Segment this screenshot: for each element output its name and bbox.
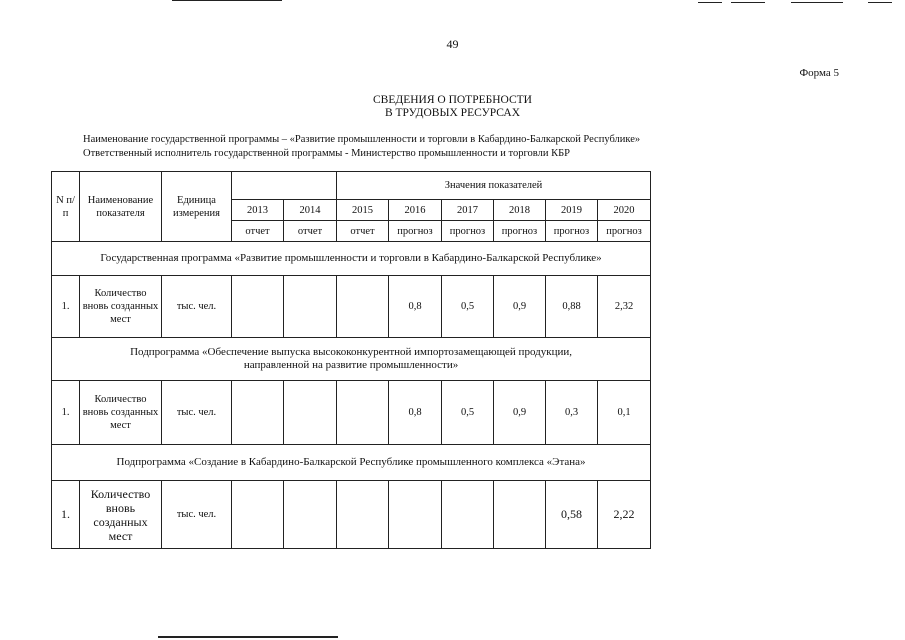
value-2015 [337,381,389,445]
page-number: 49 [446,37,459,51]
table-row [52,481,651,549]
section-row [52,338,651,381]
header-values: Значения показателей [337,172,651,200]
section-title-ethane-complex: Подпрограмма «Создание в Кабардино-Балкарской Республике промышленного комплекса «Этана» [52,445,651,481]
year-2019: 2019 [546,200,598,221]
year-2016: 2016 [389,200,442,221]
form-label: Форма 5 [799,67,839,79]
value-2013 [232,276,284,338]
value-2015 [337,481,389,549]
table-header-row-1 [52,172,651,200]
row-name: Количество вновь созданных мест [80,481,162,549]
value-2018: 0,9 [494,381,546,445]
row-unit: тыс. чел. [162,481,232,549]
value-2014 [284,381,337,445]
value-2017: 0,5 [442,276,494,338]
value-2019: 0,88 [546,276,598,338]
row-name: Количество вновь созданных мест [80,381,162,445]
section-title-line2: направленной на развитие промышленности» [243,359,459,371]
header-empty-2013-2014 [232,172,337,200]
type-2017: прогноз [442,221,494,242]
year-2018: 2018 [494,200,546,221]
value-2014 [284,481,337,549]
type-2016: прогноз [389,221,442,242]
year-2017: 2017 [442,200,494,221]
labor-resources-table [51,171,651,549]
type-2019: прогноз [546,221,598,242]
table-row [52,381,651,445]
program-name-line: Наименование государственной программы – «Развитие промышленности и торговли в Кабардино-Балкарской Республике» [83,134,641,145]
value-2019: 0,3 [546,381,598,445]
section-title-line1: Подпрограмма «Обеспечение выпуска высококонкурентной импортозамещающей продукции, [130,346,572,358]
value-2019: 0,58 [546,481,598,549]
year-2013: 2013 [232,200,284,221]
value-2017 [442,481,494,549]
year-2014: 2014 [284,200,337,221]
type-2018: прогноз [494,221,546,242]
year-2015: 2015 [337,200,389,221]
value-2018 [494,481,546,549]
value-2015 [337,276,389,338]
row-num: 1. [52,481,80,549]
scan-artifact-top-left [172,0,282,1]
value-2013 [232,381,284,445]
row-name: Количество вновь созданных мест [80,276,162,338]
section-title-import-substitution [52,338,651,381]
row-num: 1. [52,381,80,445]
document-title [0,94,905,120]
header-name: Наименование показателя [80,172,162,242]
value-2016 [389,481,442,549]
table-row [52,276,651,338]
scan-artifact-top-right-1 [698,2,722,3]
type-2020: прогноз [598,221,651,242]
value-2014 [284,276,337,338]
type-2013: отчет [232,221,284,242]
value-2016: 0,8 [389,381,442,445]
document-title-line1: СВЕДЕНИЯ О ПОТРЕБНОСТИ [373,94,532,106]
document-title-line2: В ТРУДОВЫХ РЕСУРСАХ [384,107,520,119]
value-2020: 2,32 [598,276,651,338]
year-2020: 2020 [598,200,651,221]
value-2016: 0,8 [389,276,442,338]
header-unit: Единица измерения [162,172,232,242]
scan-artifact-bottom [158,636,338,638]
value-2017: 0,5 [442,381,494,445]
section-row [52,445,651,481]
scan-artifact-top-right-4 [868,2,892,3]
value-2013 [232,481,284,549]
value-2020: 2,22 [598,481,651,549]
row-num: 1. [52,276,80,338]
scan-artifact-top-right-3 [791,2,843,3]
type-2014: отчет [284,221,337,242]
value-2020: 0,1 [598,381,651,445]
section-row [52,242,651,276]
executor-line: Ответственный исполнитель государственной программы - Министерство промышленности и торговли КБР [83,148,570,159]
value-2018: 0,9 [494,276,546,338]
header-num: N п/п [52,172,80,242]
section-title-state-program: Государственная программа «Развитие промышленности и торговли в Кабардино-Балкарской Республике» [52,242,651,276]
row-unit: тыс. чел. [162,381,232,445]
type-2015: отчет [337,221,389,242]
scan-artifact-top-right-2 [731,2,765,3]
row-unit: тыс. чел. [162,276,232,338]
